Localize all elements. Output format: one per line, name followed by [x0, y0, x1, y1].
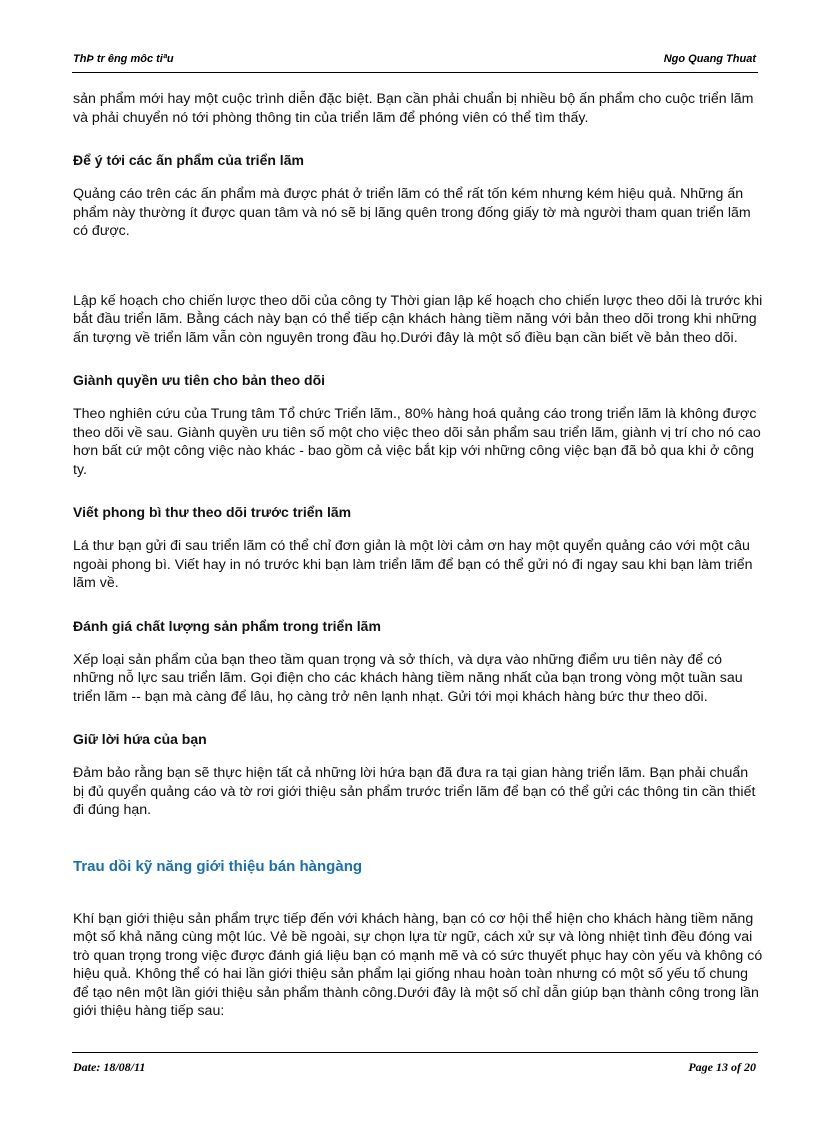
- footer-page-number: Page 13 of 20: [688, 1060, 756, 1074]
- paragraph: Xếp loại sản phẩm của bạn theo tầm quan trọng và sở thích, và dựa vào những điểm ưu tiên này để có những nỗ lực sau triển lãm. Gọi điện cho các khách hàng tiềm năng nhất của bạn trong vòng một tuần sau triển lãm -- bạn mà càng để lâu, họ càng trở nên lạnh nhạt. Gửi tới mọi khách hàng bức thư theo dõi.: [73, 651, 743, 705]
- paragraph: sản phẩm mới hay một cuộc trình diễn đặc biệt. Bạn cần phải chuẩn bị nhiều bộ ấn phẩm cho cuộc triển lãm và phải chuyển nó tới phòng thông tin của triển lãm để phóng viên có thể tìm thấy.: [73, 91, 754, 126]
- subheading-product-evaluation: Đánh giá chất lượng sản phẩm trong triển lãm: [73, 617, 381, 634]
- header-title: ThÞ tr êng môc tiªu: [73, 53, 174, 65]
- header-author: Ngo Quang Thuat: [663, 53, 756, 65]
- footer-date: Date: 18/08/11: [73, 1060, 146, 1074]
- paragraph: Khí bạn giới thiệu sản phẩm trực tiếp đến với khách hàng, bạn có cơ hội thể hiện cho khách hàng tiềm năng một số khả năng cùng một lúc. Vẻ bề ngoài, sự chọn lựa từ ngữ, cách xử sự và lòng nhiệt tình đều đóng vai trò quan trọng trong việc được đánh giá liệu bạn có mạnh mẽ và có sức thuyết phục hay còn yếu và không có hiệu quả. Không thể có hai lần giới thiệu sản phẩm lại giống nhau hoàn toàn nhưng có một số yếu tố chung để tạo nên một lần giới thiệu sản phẩm thành công.Dưới đây là một số chỉ dẫn giúp bạn thành công trong lần giới thiệu hàng tiếp sau:: [73, 910, 763, 1019]
- subheading-follow-up-envelope: Viết phong bì thư theo dõi trước triển lãm: [73, 504, 352, 520]
- paragraph: Đảm bảo rằng bạn sẽ thực hiện tất cả những lời hứa bạn đã đưa ra tại gian hàng triển lãm. Bạn phải chuẩn bị đủ quyển quảng cáo và tờ rơi giới thiệu sản phẩm trước triển lãm để bạn có thể gửi các thông tin cần thiết đi đúng hạn.: [73, 765, 756, 818]
- subheading-exhibition-publications: Để ý tới các ấn phẩm của triển lãm: [73, 152, 304, 168]
- page-body: [73, 90, 763, 1021]
- section-heading-sales-presentation: Trau dồi kỹ năng giới thiệu bán hàngàng: [73, 857, 363, 875]
- subheading-keep-promises: Giữ lời hứa của bạn: [73, 731, 207, 747]
- paragraph: Lập kế hoạch cho chiến lược theo dõi của công ty Thời gian lập kế hoạch cho chiến lược theo dõi là trước khi bắt đầu triển lãm. Bằng cách này bạn có thể tiếp cận khách hàng tiềm năng với bản theo dõi trong khi những ấn tượng về triển lãm vẫn còn nguyên trong đầu họ.Dưới đây là một số điều bạn cần biết về bản theo dõi.: [73, 292, 763, 346]
- paragraph: Theo nghiên cứu của Trung tâm Tổ chức Triển lãm., 80% hàng hoá quảng cáo trong triển lãm là không được theo dõi về sau. Giành quyền ưu tiên số một cho việc theo dõi sản phẩm sau triển lãm, giành vị trí cho nó cao hơn bất cứ một công việc nào khác - bao gồm cả việc bắt kịp với những công việc bạn đã bỏ qua khi ở công ty.: [73, 406, 761, 478]
- subheading-follow-up-priority: Giành quyền ưu tiên cho bản theo dõi: [73, 372, 326, 388]
- paragraph: Quảng cáo trên các ấn phẩm mà được phát ở triển lãm có thể rất tốn kém nhưng kém hiệu quả. Những ấn phẩm này thường ít được quan tâm và nó sẽ bị lãng quên trong đống giấy tờ mà người tham quan triển lãm có được.: [73, 186, 751, 239]
- header-rule: [72, 72, 758, 73]
- paragraph: Lá thư bạn gửi đi sau triển lãm có thể chỉ đơn giản là một lời cảm ơn hay một quyển quảng cáo với một câu ngoài phong bì. Viết hay in nó trước khi bạn làm triển lãm để bạn có thể gửi nó đi ngay sau khi bạn làm triển lãm về.: [73, 538, 753, 591]
- footer-rule: [72, 1052, 758, 1053]
